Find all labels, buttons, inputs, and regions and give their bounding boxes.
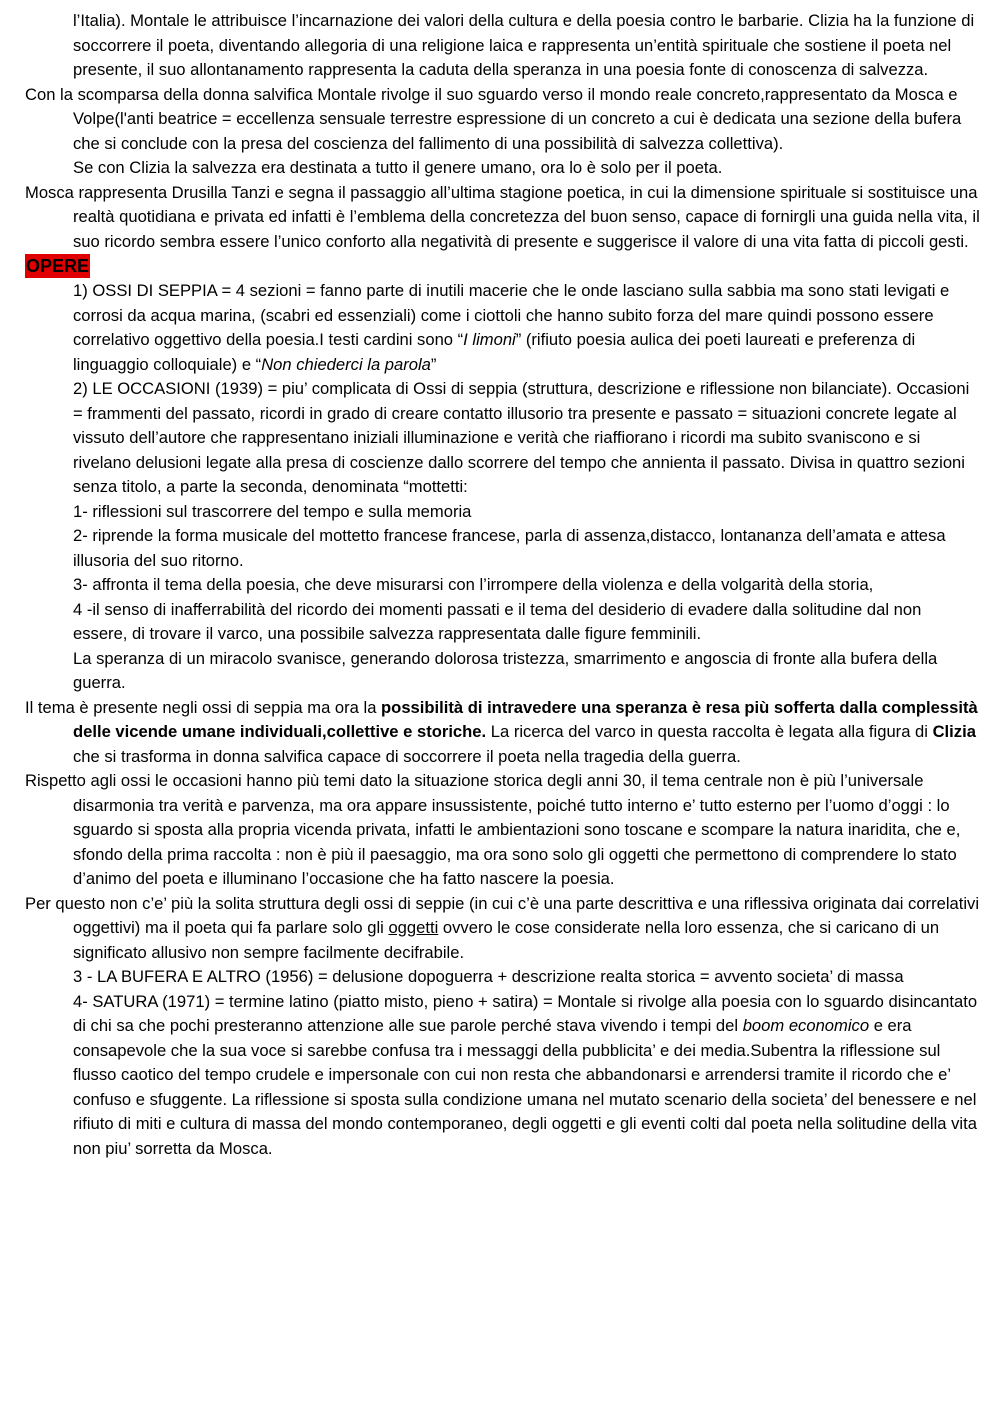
satura-text-b: e era consapevole che la sua voce si sarebbe confusa tra i messaggi della pubblicita’ e dei media.Subentra la riflessione sul flusso caotico del tempo crudele e impersonale con cui non resta che abbandonarsi e arrendersi tramite il ricordo che e’ confuso e sfuggente. La riflessione si sposta sulla condizione umana nel mutato scenario della societa’ del benessere e nel rifiuto di miti e cultura di massa del mondo contemporaneo, degli oggetti e gli eventi colti dal poeta nella solitudine della vita non piu’ sorretta da Mosca. — [73, 1016, 977, 1158]
ossi-title-limoni: I limoni — [463, 330, 516, 349]
paragraph-ossi-di-seppia — [25, 279, 980, 377]
paragraph-satura — [25, 990, 980, 1162]
list-item-section-3: 3- affronta il tema della poesia, che deve misurarsi con l’irrompere della violenza e della volgarità della storia, — [73, 575, 874, 594]
paragraph-speranza: La speranza di un miracolo svanisce, generando dolorosa tristezza, smarrimento e angoscia di fronte alla bufera della guerra. — [73, 648, 938, 692]
list-item-section-4: 4 -il senso di inafferrabilità del ricordo dei momenti passati e il tema del desiderio di evadere dalla solitudine dal non essere, di trovare il varco, una possibile salvezza rappresentata dalle figure femminili. — [73, 599, 922, 643]
perquesto-oggetti: oggetti — [388, 918, 439, 937]
ossi-text-b: ” (rifiuto poesia aulica dei poeti laureati e preferenza di linguaggio colloquiale) e “ — [73, 330, 916, 374]
section-heading-opere: OPERE — [26, 256, 90, 276]
paragraph-tema — [25, 696, 980, 770]
paragraph-bufera: 3 - LA BUFERA E ALTRO (1956) = delusione dopoguerra + descrizione realta storica = avvento societa’ di massa — [73, 967, 904, 986]
paragraph-mosca: Mosca rappresenta Drusilla Tanzi e segna il passaggio all’ultima stagione poetica, in cui la dimensione spirituale si sostituisce una realtà quotidiana e privata ed infatti è l’emblema della concretezza del buon senso, capace di fornirgli una guida nella vita, il suo ricordo sembra essere l’unico conforto alla negatività di presente e suggerisce il valore di una vita fatta di piccoli gesti. — [25, 182, 980, 251]
ossi-text-a: 1) OSSI DI SEPPIA = 4 sezioni = fanno parte di inutili macerie che le onde lasciano sulla sabbia ma sono stati levigati e corrosi da acqua marina, (scabri ed essenziali) come i ciottoli che hanno subito forza del mare quindi possono essere correlativo oggettivo della poesia.I testi cardini sono “ — [73, 281, 950, 349]
tema-text-c: che si trasforma in donna salvifica capace di soccorrere il poeta nella tragedia della guerra. — [73, 746, 741, 766]
paragraph-donna-salvifica: Con la scomparsa della donna salvifica Montale rivolge il suo sguardo verso il mondo reale concreto,rappresentato da Mosca e Volpe(l'anti beatrice = eccellenza sensuale terrestre espressione di un concreto a cui è dedicata una sezione della bufera che si conclude con la presa del coscienza del fallimento di una possibilità di salvezza collettiva). — [25, 84, 962, 153]
paragraph-per-questo — [25, 892, 980, 966]
paragraph-rispetto: Rispetto agli ossi le occasioni hanno più temi dato la situazione storica degli anni 30, il tema centrale non è più l’universale disarmonia tra verità e parvenza, ma ora appare insussistente, poiché tutto interno e’ tutto esterno per l’uomo d’oggi : lo sguardo si sposta alla propria vicenda privata, infatti le ambientazioni sono toscane e scompare la natura inaridita, che e, sfondo della prima raccolta : non è più il paesaggio, ma ora sono solo gli oggetti che permettono di comprendere lo stato d’animo del poeta e illuminano l’occasione che ha fatto nascere la poesia. — [25, 771, 961, 888]
list-item-section-1: 1- riflessioni sul trascorrere del tempo e sulla memoria — [73, 501, 472, 521]
ossi-title-parola: Non chiederci la parola — [261, 354, 431, 374]
tema-text-b: La ricerca del varco in questa raccolta è legata alla figura di — [486, 722, 933, 741]
satura-boom: boom economico — [742, 1016, 870, 1035]
paragraph-clizia-intro: l’Italia). Montale le attribuisce l’incarnazione dei valori della cultura e della poesia contro le barbarie. Clizia ha la funzione di soccorrere il poeta, diventando allegoria di una religione laica e rappresenta un’entità spirituale che sostiene il poeta nel presente, il suo allontanamento rappresenta la caduta della speranza in una poesia fonte di conoscenza di salvezza. — [73, 11, 975, 79]
paragraph-occasioni: 2) LE OCCASIONI (1939) = piu’ complicata di Ossi di seppia (struttura, descrizione e riflessione non bilanciate). Occasioni = frammenti del passato, ricordi in grado di creare contatto illusorio tra presente e passato = situazioni concrete legate al vissuto dell’autore che rappresentano iniziali illuminazione e verità che riaffiorano i ricordi ma subito svaniscono e si rivelano delusioni legate alla presa di coscienze dallo scorrere del tempo che annienta il passato. Divisa in quattro sezioni senza titolo, a parte la seconda, denominata “mottetti: — [73, 379, 970, 496]
paragraph-salvezza: Se con Clizia la salvezza era destinata a tutto il genere umano, ora lo è solo per il poeta. — [73, 158, 723, 177]
perquesto-text-a: Per questo non c’e’ più la solita struttura degli ossi di seppie (in cui c’è una parte descrittiva e una riflessiva originata dai correlativi oggettivi) ma il poeta qui fa parlare solo gli — [25, 893, 980, 937]
ossi-text-c: ” — [430, 354, 437, 374]
satura-text-a: 4- SATURA (1971) = termine latino (piatto misto, pieno + satira) = Montale si rivolge alla poesia con lo sguardo disincantato di chi sa che pochi presteranno attenzione alle sue parole perché stava vivendo i tempi del — [73, 991, 978, 1035]
list-item-section-2: 2- riprende la forma musicale del mottetto francese francese, parla di assenza,distacco, lontananza dell’amata e attesa illusoria del suo ritorno. — [73, 526, 946, 570]
document-page — [25, 9, 980, 1161]
section-heading-block — [25, 254, 980, 279]
perquesto-text-b: ovvero le cose considerate nella loro essenza, che si caricano di un significato allusivo non sempre facilmente decifrabile. — [73, 918, 940, 962]
tema-clizia: Clizia — [932, 722, 976, 741]
tema-text-a: Il tema è presente negli ossi di seppia ma ora la — [25, 697, 382, 717]
tema-bold: possibilità di intravedere una speranza è resa più sofferta dalla complessità delle vicende umane individuali,collettive e storiche. — [73, 697, 978, 741]
